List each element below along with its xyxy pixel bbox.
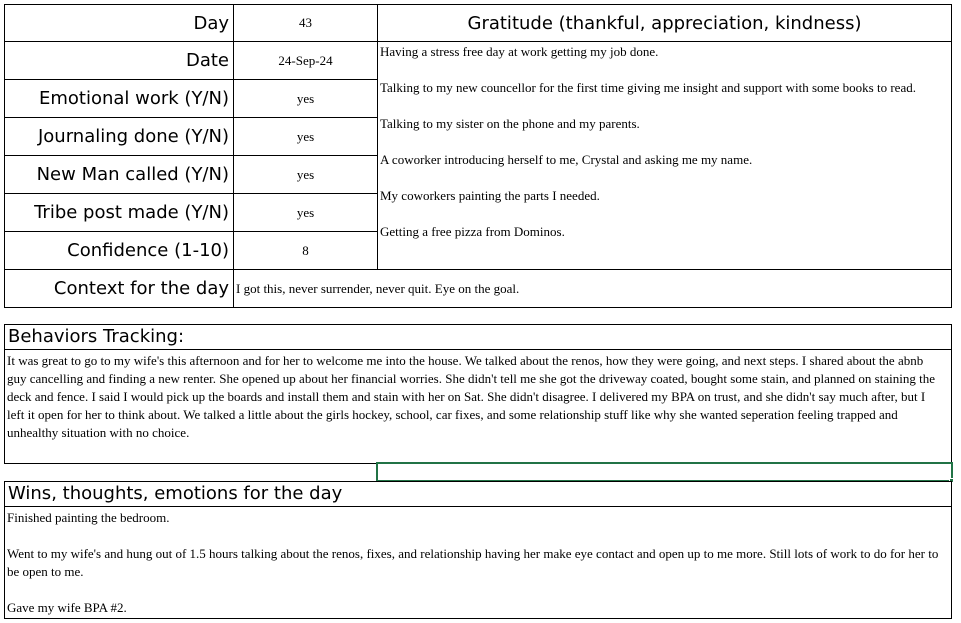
behaviors-section [4,324,952,464]
gratitude-item: My coworkers painting the parts I needed. [380,188,600,203]
wins-line [7,581,945,599]
tribe-post-label: Tribe post made (Y/N) [4,193,234,232]
wins-line [7,527,945,545]
emotional-work-label: Emotional work (Y/N) [4,79,234,118]
new-man-called-label: New Man called (Y/N) [4,155,234,194]
gratitude-item: Getting a free pizza from Dominos. [380,224,565,239]
gratitude-item: Talking to my sister on the phone and my parents. [380,116,640,131]
tracker-table [4,4,952,308]
gratitude-item: Talking to my new councellor for the first time giving me insight and support with some books to read. [380,80,916,95]
confidence-label: Confidence (1-10) [4,231,234,270]
confidence-value[interactable]: 8 [233,231,378,270]
wins-line: Gave my wife BPA #2. [7,600,127,615]
behaviors-title: Behaviors Tracking: [5,325,951,350]
selected-cell[interactable] [376,462,953,482]
gratitude-list[interactable] [377,41,952,270]
wins-section [4,481,952,619]
gratitude-item: Having a stress free day at work getting my job done. [380,44,659,59]
journaling-value[interactable]: yes [233,117,378,156]
wins-line: Finished painting the bedroom. [7,510,170,525]
date-value[interactable]: 24-Sep-24 [233,41,378,80]
date-label: Date [4,41,234,80]
journaling-label: Journaling done (Y/N) [4,117,234,156]
gratitude-title: Gratitude (thankful, appreciation, kindness) [377,4,952,42]
day-value[interactable]: 43 [233,4,378,42]
gratitude-item: A coworker introducing herself to me, Crystal and asking me my name. [380,152,753,167]
context-label: Context for the day [4,269,234,308]
wins-text[interactable] [5,507,951,617]
wins-title: Wins, thoughts, emotions for the day [5,482,951,507]
behaviors-text[interactable]: It was great to go to my wife's this afternoon and for her to welcome me into the house. We talked about the renos, how they were going, and next steps. I shared about the abnb guy cancelling and finding a new renter. She opened up about her financial worries. She didn't tell me she got the driveway coated, bought some stain, and planned on staining the deck and fence. I said I would pick up the boards and install them and stain with her on Sat. She didn't disagree. I delivered my BPA on trust, and she didn't say much after, but I left it open for her to think about. We talked a little about the girls hockey, school, car fixes, and some relationship stuff like why she wanted seperation feeling trapped and unhealthy situation with no choice. [7,353,935,440]
context-value[interactable]: I got this, never surrender, never quit. Eye on the goal. [233,269,952,308]
wins-line: Went to my wife's and hung out of 1.5 hours talking about the renos, fixes, and relationship having her make eye contact and open up to me more. Still lots of work to do for her to be open to me. [7,546,939,579]
emotional-work-value[interactable]: yes [233,79,378,118]
new-man-called-value[interactable]: yes [233,155,378,194]
tribe-post-value[interactable]: yes [233,193,378,232]
day-label: Day [4,4,234,42]
